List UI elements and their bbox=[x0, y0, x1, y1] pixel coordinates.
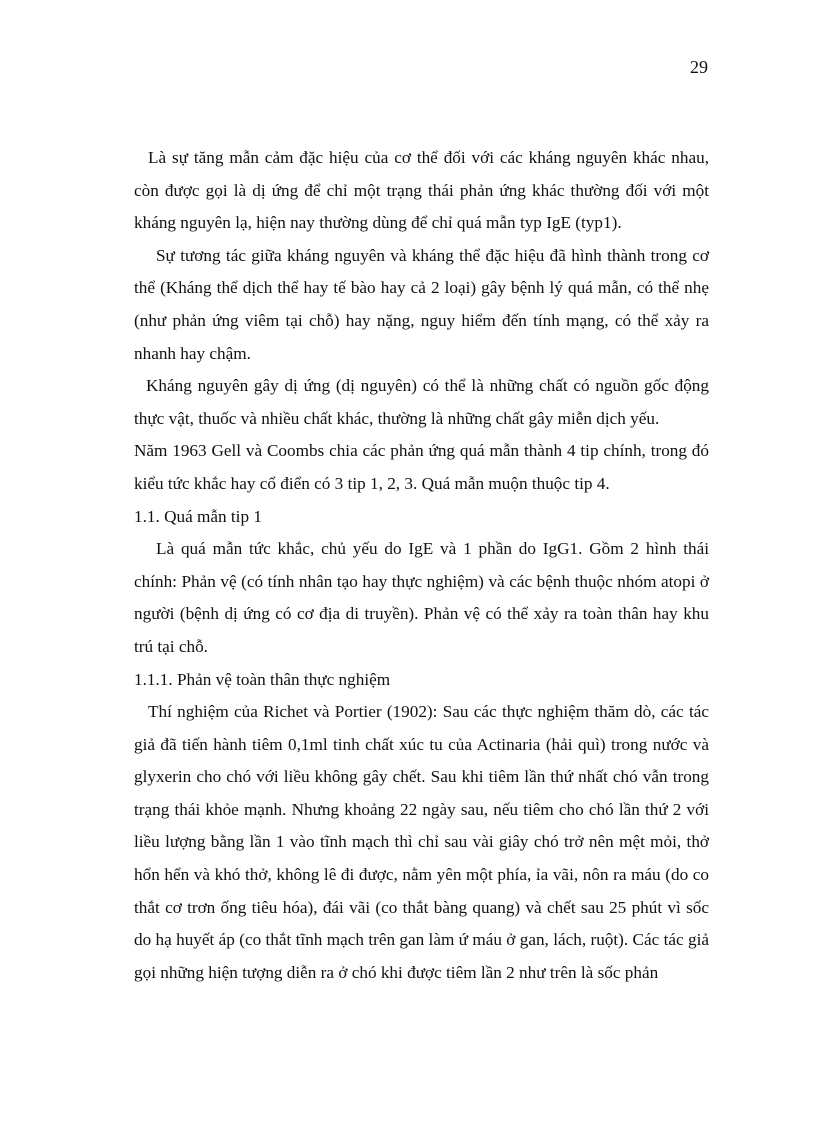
page-number: 29 bbox=[690, 57, 708, 77]
paragraph-gell-coombs-classification: Năm 1963 Gell và Coombs chia các phản ứng quá mẫn thành 4 tip chính, trong đó kiểu tức khắc hay cổ điển có 3 tip 1, 2, 3. Quá mẫn muộn thuộc tip 4. bbox=[134, 441, 709, 493]
paragraph-richet-portier-experiment: Thí nghiệm của Richet và Portier (1902): Sau các thực nghiệm thăm dò, các tác giả đã tiến hành tiêm 0,1ml tinh chất xúc tu của Actinaria (hải quì) trong nước và glyxerin cho chó với liều không gây chết. Sau khi tiêm lần thứ nhất chó vẫn trong trạng thái khỏe mạnh. Nhưng khoảng 22 ngày sau, nếu tiêm cho chó lần thứ 2 với liều lượng bằng lần 1 vào tĩnh mạch thì chỉ sau vài giây chó trở nên mệt mỏi, thở hổn hển và khó thở, không lê đi được, nằm yên một phía, ỉa vãi, nôn ra máu (do co thắt cơ trơn ống tiêu hóa), đái vãi (co thắt bàng quang) và chết sau 25 phút vì sốc do hạ huyết áp (co thắt tĩnh mạch trên gan làm ứ máu ở gan, lách, ruột). Các tác giả gọi những hiện tượng diễn ra ở chó khi được tiêm lần 2 như trên là sốc phản bbox=[134, 702, 709, 982]
section-heading-experimental-anaphylaxis: 1.1.1. Phản vệ toàn thân thực nghiệm bbox=[134, 669, 391, 689]
paragraph-type1-description: Là quá mẫn tức khắc, chủ yếu do IgE và 1 phần do IgG1. Gồm 2 hình thái chính: Phản vệ (có tính nhân tạo hay thực nghiệm) và các bệnh thuộc nhóm atopi ở người (bệnh dị ứng có cơ địa di truyền). Phản vệ có thể xảy ra toàn thân hay khu trú tại chỗ. bbox=[134, 539, 709, 656]
paragraph-allergen-origin: Kháng nguyên gây dị ứng (dị nguyên) có thể là những chất có nguồn gốc động thực vật, thuốc và nhiều chất khác, thường là những chất gây miễn dịch yếu. bbox=[134, 376, 709, 428]
paragraph-antigen-antibody-interaction: Sự tương tác giữa kháng nguyên và kháng thể đặc hiệu đã hình thành trong cơ thể (Kháng thể dịch thể hay tế bào hay cả 2 loại) gây bệnh lý quá mẫn, có thể nhẹ (như phản ứng viêm tại chỗ) hay nặng, nguy hiểm đến tính mạng, có thể xảy ra nhanh hay chậm. bbox=[134, 245, 709, 363]
page-body bbox=[134, 142, 709, 989]
section-heading-type1: 1.1. Quá mẫn tip 1 bbox=[134, 506, 262, 526]
paragraph-hypersensitivity-definition: Là sự tăng mẫn cảm đặc hiệu của cơ thể đối với các kháng nguyên khác nhau, còn được gọi là dị ứng để chỉ một trạng thái phản ứng khác thường đối với một kháng nguyên lạ, hiện nay thường dùng để chỉ quá mẫn typ IgE (typ1). bbox=[134, 148, 709, 233]
